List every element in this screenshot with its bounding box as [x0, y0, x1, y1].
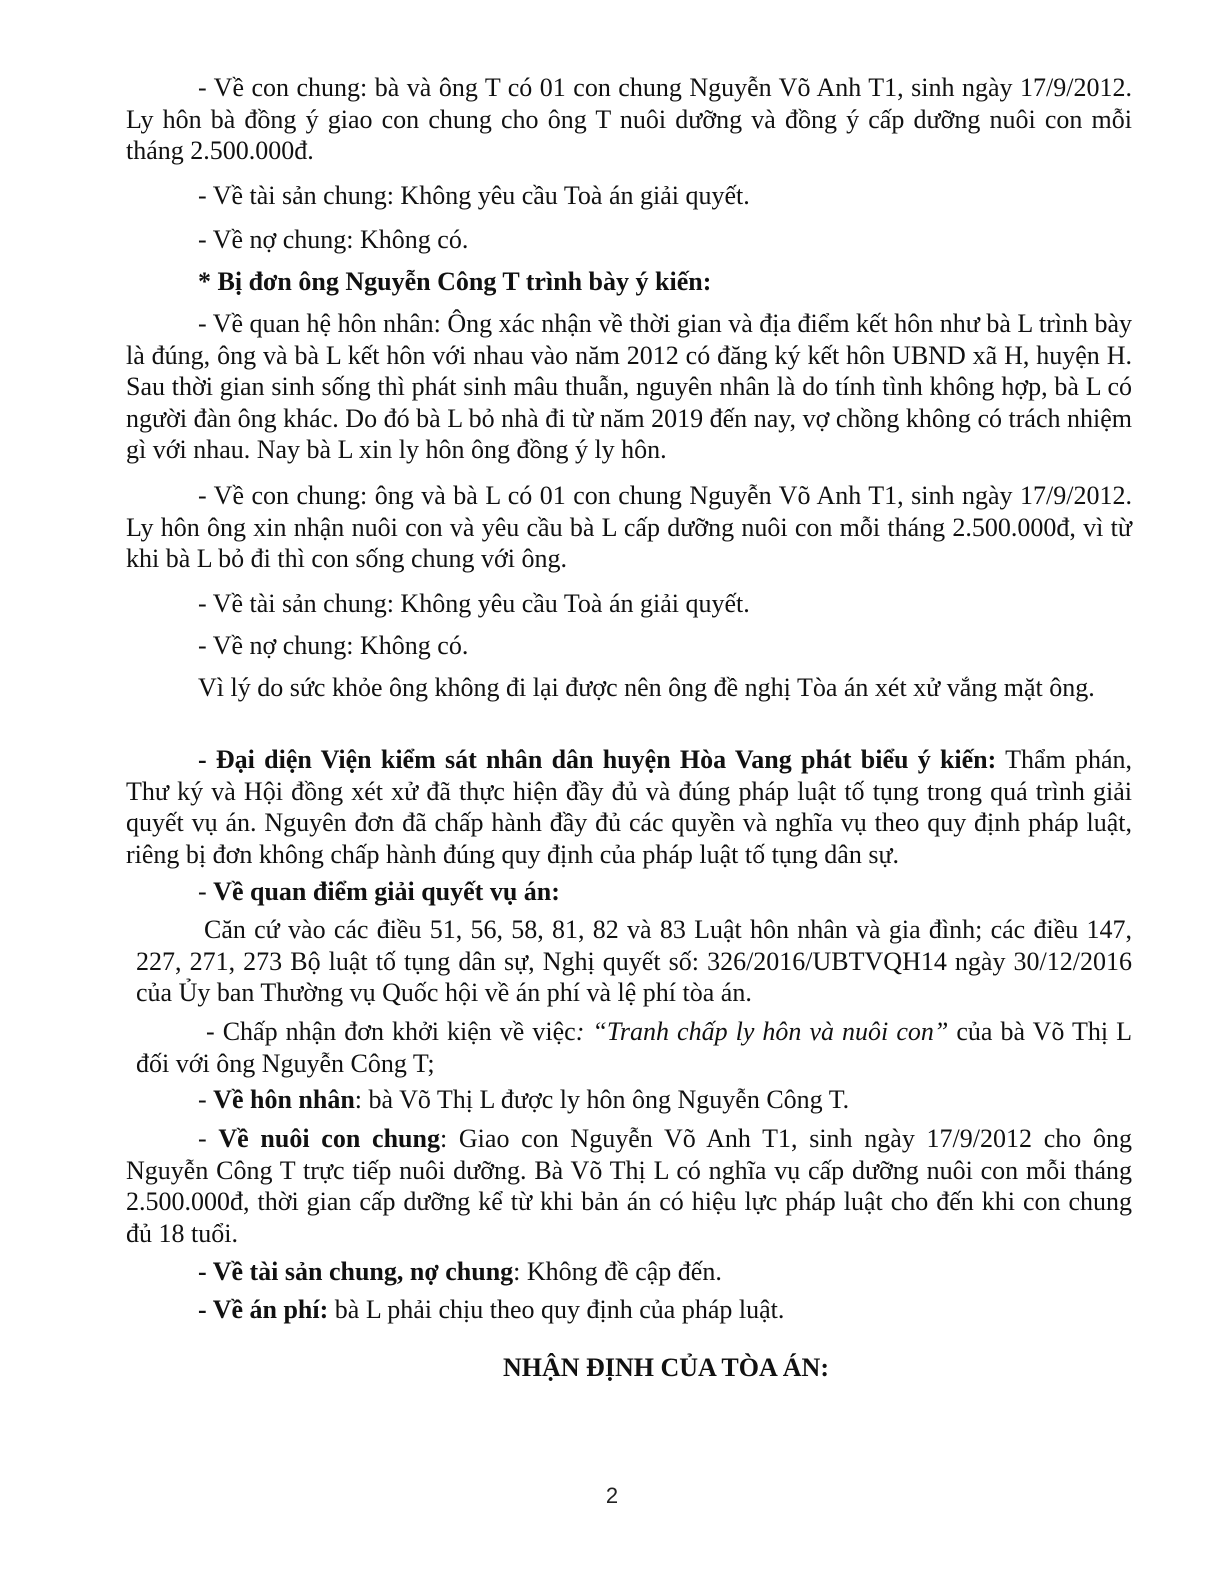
paragraph-absence-request: Vì lý do sức khỏe ông không đi lại được nên ông đề nghị Tòa án xét xử vắng mặt ông.	[198, 673, 1095, 702]
custody-label: Về nuôi con chung	[218, 1124, 440, 1153]
paragraph-divorce-ruling	[126, 1084, 1132, 1116]
property-ruling-text: : Không đề cập đến.	[513, 1257, 722, 1286]
property-ruling-label: - Về tài sản chung, nợ chung	[198, 1257, 514, 1286]
paragraph-defendant-marriage: - Về quan hệ hôn nhân: Ông xác nhận về thời gian và địa điểm kết hôn như bà L trình bày là đúng, ông và bà L kết hôn với nhau vào năm 2012 có đăng ký kết hôn UBND xã H, huyện H. Sau thời gian sinh sống thì phát sinh mâu thuẫn, nguyên nhân là do tính tình không hợp, bà L có người đàn ông khác. Do đó bà L bỏ nhà đi từ năm 2019 đến nay, vợ chồng không có trách nhiệm gì với nhau. Nay bà L xin ly hôn ông đồng ý ly hôn.	[126, 309, 1132, 464]
divorce-label: Về hôn nhân	[213, 1085, 355, 1114]
section-title-court-findings: NHẬN ĐỊNH CỦA TÒA ÁN:	[503, 1353, 829, 1382]
court-fee-text: bà L phải chịu theo quy định của pháp luật.	[328, 1295, 785, 1324]
divorce-dash: -	[198, 1085, 214, 1114]
paragraph-court-fee	[126, 1294, 1132, 1326]
page-number: 2	[605, 1483, 619, 1508]
paragraph-defendant-debt: - Về nợ chung: Không có.	[198, 631, 469, 660]
divorce-text: : bà Võ Thị L được ly hôn ông Nguyễn Công T.	[354, 1085, 850, 1114]
accept-claim-parties: của bà Võ Thị L đối với ông Nguyễn Công T;	[136, 1017, 1132, 1078]
paragraph-accept-claim	[136, 1016, 1132, 1079]
heading-defendant-opinion: * Bị đơn ông Nguyễn Công T trình bày ý kiến:	[198, 267, 712, 296]
paragraph-defendant-children: - Về con chung: ông và bà L có 01 con chung Nguyễn Võ Anh T1, sinh ngày 17/9/2012. Ly hôn ông xin nhận nuôi con và yêu cầu bà L cấp dưỡng nuôi con mỗi tháng 2.500.000đ, vì từ khi bà L bỏ đi thì con sống chung với ông.	[126, 481, 1132, 573]
procuracy-label: - Đại diện Viện kiểm sát nhân dân huyện Hòa Vang phát biểu ý kiến:	[198, 745, 997, 774]
paragraph-defendant-property: - Về tài sản chung: Không yêu cầu Toà án giải quyết.	[198, 589, 750, 618]
paragraph-custody-ruling	[126, 1123, 1132, 1249]
paragraph-property-ruling	[126, 1256, 1132, 1288]
paragraph-plaintiff-debt: - Về nợ chung: Không có.	[198, 225, 469, 254]
resolution-view-dash: -	[198, 877, 214, 906]
paragraph-legal-basis: Căn cứ vào các điều 51, 56, 58, 81, 82 và 83 Luật hôn nhân và gia đình; các điều 147, 227, 271, 273 Bộ luật tố tụng dân sự, Nghị quyết số: 326/2016/UBTVQH14 ngày 30/12/2016 của Ủy ban Thường vụ Quốc hội về án phí và lệ phí tòa án.	[136, 915, 1132, 1007]
accept-claim-text: - Chấp nhận đơn khởi kiện về việc	[206, 1017, 576, 1046]
paragraph-plaintiff-property: - Về tài sản chung: Không yêu cầu Toà án giải quyết.	[198, 181, 750, 210]
paragraph-procuracy-opinion	[126, 744, 1132, 870]
custody-text: : Giao con Nguyễn Võ Anh T1, sinh ngày 17/9/2012 cho ông Nguyễn Công T trực tiếp nuôi dưỡng. Bà Võ Thị L có nghĩa vụ cấp dưỡng nuôi con mỗi tháng 2.500.000đ, thời gian cấp dưỡng kể từ khi bản án có hiệu lực pháp luật cho đến khi con chung đủ 18 tuổi.	[126, 1124, 1132, 1248]
paragraph-plaintiff-children: - Về con chung: bà và ông T có 01 con chung Nguyễn Võ Anh T1, sinh ngày 17/9/2012. Ly hôn bà đồng ý giao con chung cho ông T nuôi dưỡng và đồng ý cấp dưỡng nuôi con mỗi tháng 2.500.000đ.	[126, 73, 1132, 165]
custody-dash: -	[198, 1124, 219, 1153]
procuracy-text: Thẩm phán, Thư ký và Hội đồng xét xử đã thực hiện đầy đủ và đúng pháp luật tố tụng trong quá trình giải quyết vụ án. Nguyên đơn đã chấp hành đầy đủ các quyền và nghĩa vụ theo quy định pháp luật, riêng bị đơn không chấp hành đúng quy định của pháp luật tố tụng dân sự.	[126, 745, 1133, 869]
resolution-view-label: Về quan điểm giải quyết vụ án:	[213, 877, 560, 906]
accept-claim-case-name: : “Tranh chấp ly hôn và nuôi con”	[575, 1017, 949, 1046]
court-fee-label: - Về án phí:	[198, 1295, 329, 1324]
paragraph-resolution-view	[126, 876, 1132, 908]
